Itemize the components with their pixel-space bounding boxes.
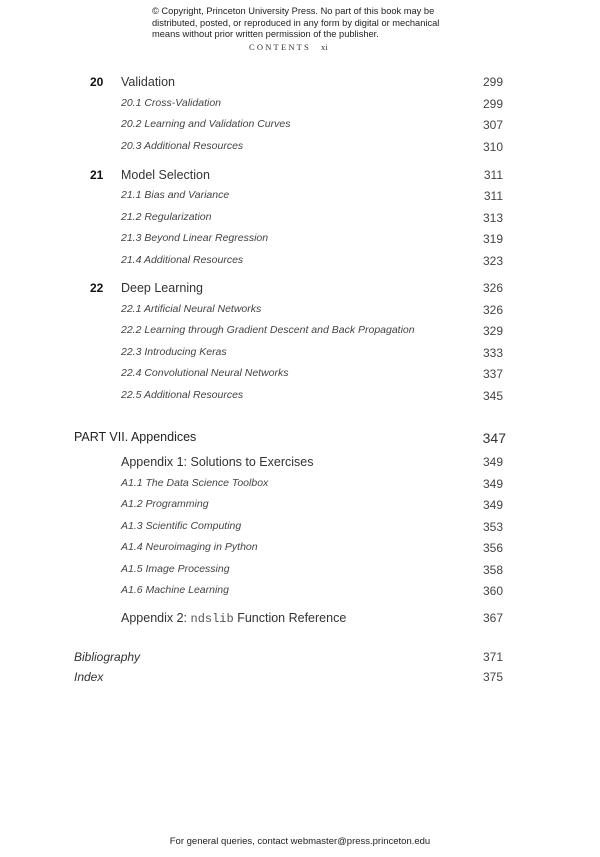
page-number: 326 — [482, 303, 503, 317]
section-title: 21.2 Regularization — [121, 211, 212, 223]
appendix-title: Appendix 1: Solutions to Exercises — [121, 455, 314, 469]
toc-chapter-21[interactable] — [0, 168, 600, 184]
toc-appendix-2[interactable] — [0, 611, 600, 627]
toc-chapter-22[interactable] — [0, 281, 600, 297]
section-title: 22.3 Introducing Keras — [121, 346, 227, 358]
section-title: A1.1 The Data Science Toolbox — [121, 477, 269, 489]
toc-index[interactable] — [0, 670, 600, 686]
toc-appendix-1[interactable] — [0, 455, 600, 471]
chapter-number: 21 — [90, 168, 104, 182]
end-matter-title: Bibliography — [74, 650, 141, 664]
running-head-label: CONTENTS — [249, 42, 311, 52]
page-number: 299 — [482, 75, 503, 89]
toc-section[interactable] — [0, 477, 600, 493]
toc-section[interactable] — [0, 541, 600, 557]
appendix-title — [121, 611, 346, 626]
chapter-number: 22 — [90, 281, 104, 295]
page-number: 310 — [482, 140, 503, 154]
page-number: 371 — [482, 650, 503, 664]
page-number: 367 — [482, 611, 503, 625]
page-number: 356 — [482, 541, 503, 555]
toc-bibliography[interactable] — [0, 650, 600, 666]
page-number: 311 — [483, 189, 503, 203]
toc-section[interactable] — [0, 189, 600, 205]
page-number: 329 — [482, 324, 503, 338]
appendix-title-prefix: Appendix 2: — [121, 611, 191, 625]
toc-part-vii[interactable] — [0, 430, 600, 446]
toc-section[interactable] — [0, 97, 600, 113]
toc-section[interactable] — [0, 324, 600, 340]
section-title: 22.5 Additional Resources — [121, 389, 244, 401]
toc-section[interactable] — [0, 140, 600, 156]
footer-contact: For general queries, contact webmaster@press.princeton.edu — [169, 836, 431, 847]
toc-section[interactable] — [0, 563, 600, 579]
page-number: 326 — [482, 281, 503, 295]
page-number: 333 — [482, 346, 503, 360]
page-number: 313 — [482, 211, 503, 225]
chapter-title: Model Selection — [121, 168, 210, 182]
code-ndslib: ndslib — [190, 612, 234, 626]
section-title: 21.4 Additional Resources — [121, 254, 244, 266]
page-number: 345 — [482, 389, 503, 403]
page-number: 353 — [482, 520, 503, 534]
section-title: 21.3 Beyond Linear Regression — [121, 232, 269, 244]
toc-section[interactable] — [0, 346, 600, 362]
page-number: 347 — [482, 430, 506, 446]
section-title: A1.3 Scientific Computing — [121, 520, 242, 532]
page-number: 358 — [482, 563, 503, 577]
page-number: 360 — [482, 584, 503, 598]
copyright-notice: © Copyright, Princeton University Press. No part of this book may be distributed, posted, or reproduced in any form by digital or mechanical means without prior written permission of the publisher. — [152, 6, 440, 40]
page-number: 337 — [482, 367, 503, 381]
chapter-title: Deep Learning — [121, 281, 204, 295]
part-title: PART VII. Appendices — [74, 430, 197, 444]
page-number: 349 — [482, 477, 503, 491]
section-title: 22.2 Learning through Gradient Descent and Back Propagation — [121, 324, 415, 336]
toc-section[interactable] — [0, 498, 600, 514]
page-number: 307 — [482, 118, 503, 132]
toc-chapter-20[interactable] — [0, 75, 600, 91]
toc-section[interactable] — [0, 584, 600, 600]
toc-section[interactable] — [0, 303, 600, 319]
section-title: A1.2 Programming — [121, 498, 209, 510]
toc-section[interactable] — [0, 367, 600, 383]
section-title: 22.4 Convolutional Neural Networks — [121, 367, 289, 379]
section-title: 20.2 Learning and Validation Curves — [121, 118, 291, 130]
page-number: 323 — [482, 254, 503, 268]
page-number: 349 — [482, 455, 503, 469]
page-number: 375 — [482, 670, 503, 684]
section-title: A1.6 Machine Learning — [121, 584, 229, 596]
toc-section[interactable] — [0, 254, 600, 270]
chapter-title: Validation — [121, 75, 175, 89]
page-number: 349 — [482, 498, 503, 512]
chapter-number: 20 — [90, 75, 104, 89]
section-title: 20.3 Additional Resources — [121, 140, 244, 152]
section-title: 21.1 Bias and Variance — [121, 189, 230, 201]
section-title: A1.5 Image Processing — [121, 563, 230, 575]
page-number: 299 — [482, 97, 503, 111]
section-title: A1.4 Neuroimaging in Python — [121, 541, 258, 553]
page-number: 311 — [483, 168, 503, 182]
running-head-page: xi — [321, 42, 328, 52]
section-title: 20.1 Cross-Validation — [121, 97, 221, 109]
section-title: 22.1 Artificial Neural Networks — [121, 303, 262, 315]
appendix-title-suffix: Function Reference — [233, 611, 347, 625]
toc-section[interactable] — [0, 232, 600, 248]
page-number: 319 — [482, 232, 503, 246]
toc-section[interactable] — [0, 389, 600, 405]
toc-section[interactable] — [0, 520, 600, 536]
toc-section[interactable] — [0, 118, 600, 134]
end-matter-title: Index — [74, 670, 104, 684]
toc-section[interactable] — [0, 211, 600, 227]
